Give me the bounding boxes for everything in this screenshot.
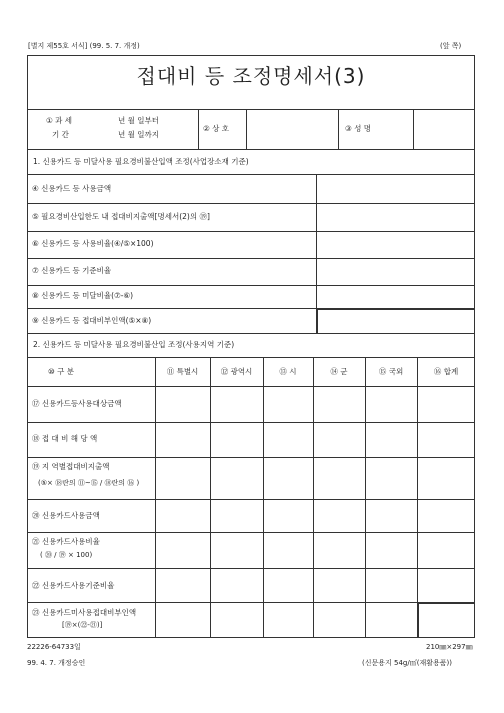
s1-row-6: ⑥ 신용카드 등 사용비율(④/⑤×100) (32, 239, 154, 248)
s2-row-21: ㉑ 신용카드사용비율 (32, 537, 100, 546)
s2-row-17: ⑰ 신용카드등사용대상금액 (32, 399, 122, 408)
s2-row-19-formula: (⑤× ⑱란의 ⑪~⑮ / ⑱란의 ⑯ ) (38, 479, 140, 487)
form-code: 22226-64733일 (27, 643, 81, 651)
s2-col-head-label: ⑩ 구 분 (48, 367, 74, 376)
tax-period-label: ① 과 세 (46, 116, 72, 125)
s1-row-9: ⑨ 신용카드 등 접대비부인액(⑤×⑧) (32, 316, 152, 325)
company-name-label: ② 상 호 (203, 124, 229, 133)
s2-row-21-formula: ( ⑳ / ⑲ × 100) (40, 551, 93, 559)
representative-name-label: ③ 성 명 (345, 124, 371, 133)
s1-row-5: ⑤ 필요경비산입한도 내 접대비지출액[명세서(2)의 ⑲] (32, 212, 210, 221)
document-title: 접대비 등 조정명세서(3) (136, 64, 366, 88)
col-county: ⑭ 군 (330, 367, 348, 376)
s1-row-8: ⑧ 신용카드 등 미달비율(⑦-⑥) (32, 291, 134, 300)
section1-title: 1. 신용카드 등 미달사용 필요경비불산입액 조정(사업장소재 기준) (33, 157, 249, 166)
col-city: ⑬ 시 (279, 367, 297, 376)
tax-period-label-2: 기 간 (52, 130, 69, 139)
col-special-city: ⑪ 특별시 (166, 367, 199, 376)
s2-row-18: ⑱ 접 대 비 해 당 액 (32, 434, 98, 443)
s2-row-23: ㉓ 신용카드미사용접대비부인액 (32, 608, 137, 617)
paper-spec: (신문용지 54g/㎡(재활용품)) (362, 659, 452, 667)
paper-size: 210㎜×297㎜ (426, 643, 473, 651)
s2-row-22: ㉒ 신용카드사용기준비율 (32, 581, 115, 590)
col-overseas: ⑮ 국외 (378, 367, 404, 376)
s2-row-23-formula: [⑲×(㉒-㉑)] (62, 621, 103, 629)
page-side-label: (앞 쪽) (440, 42, 462, 50)
s1-row-7: ⑦ 신용카드 등 기준비율 (32, 266, 112, 275)
col-metro-city: ⑫ 광역시 (220, 367, 253, 376)
s2-row-20: ⑳ 신용카드사용금액 (32, 511, 100, 520)
period-from: 년 월 일부터 (118, 116, 159, 125)
s2-row-19: ⑲ 지 역별접대비지출액 (32, 462, 110, 471)
s1-row-4: ④ 신용카드 등 사용금액 (32, 184, 112, 193)
approval-note: 99. 4. 7. 개정승인 (27, 659, 86, 667)
col-total: ⑯ 합계 (433, 367, 459, 376)
section2-title: 2. 신용카드 등 미달사용 필요경비불산입 조정(사용지역 기준) (33, 340, 235, 349)
period-to: 년 월 일까지 (118, 130, 159, 139)
form-reference: [별지 제55호 서식] (99. 5. 7. 개정) (28, 42, 140, 50)
